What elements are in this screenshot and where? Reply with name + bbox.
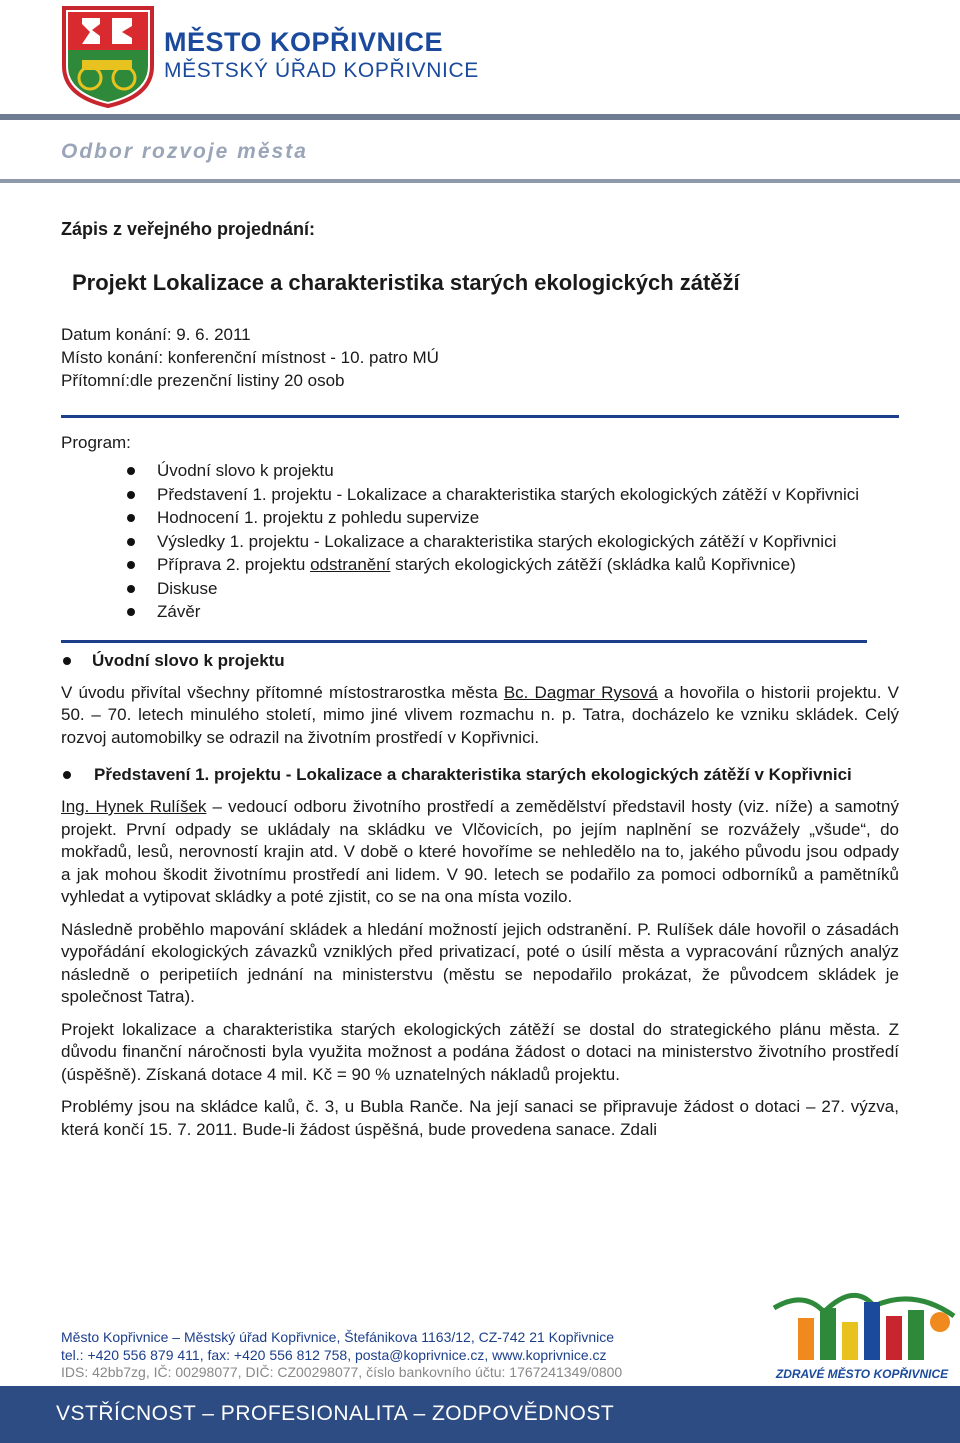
paragraph xyxy=(61,796,899,909)
letterhead xyxy=(0,0,960,112)
program-list xyxy=(61,459,899,624)
program-item: Výsledky 1. projektu - Lokalizace a charakteristika starých ekologických zátěží v Kopřivnici xyxy=(61,530,899,554)
person-name: Ing. Hynek Rulíšek xyxy=(61,797,207,816)
record-heading: Zápis z veřejného projednání: xyxy=(61,219,316,239)
meeting-place: Místo konání: konferenční místnost - 10. patro MÚ xyxy=(61,347,439,367)
program-item-text: starých ekologických zátěží (skládka kalů Kopřivnice) xyxy=(390,555,796,574)
department-rule xyxy=(0,179,960,183)
document-body xyxy=(61,218,899,1151)
section-heading: Úvodní slovo k projektu xyxy=(61,649,899,672)
department-name: Odbor rozvoje města xyxy=(61,140,308,163)
paragraph xyxy=(61,682,899,750)
logo-text: ZDRAVÉ MĚSTO KOPŘIVNICE xyxy=(775,1367,949,1381)
section-heading: Představení 1. projektu - Lokalizace a charakteristika starých ekologických zátěží v Kopřivnici xyxy=(61,763,899,786)
program-item: Závěr xyxy=(61,600,899,624)
city-name: MĚSTO KOPŘIVNICE xyxy=(164,27,444,57)
paragraph: Projekt lokalizace a charakteristika starých ekologických zátěží se dostal do strategického plánu města. Z důvodu finanční náročnosti byla využita možnost a podána žádost o dotaci na ministerstvo životního prostředí (úspěšně). Získaná dotace 4 mil. Kč = 90 % uznatelných nákladů projektu. xyxy=(61,1019,899,1084)
slogan: VSTŘÍCNOST – PROFESIONALITA – ZODPOVĚDNOST xyxy=(56,1402,615,1425)
section-rule xyxy=(61,640,867,643)
footer-address xyxy=(61,1329,622,1382)
program-label: Program: xyxy=(61,432,131,452)
city-crest-icon xyxy=(60,4,156,108)
program-item: Diskuse xyxy=(61,577,899,601)
program-item: Úvodní slovo k projektu xyxy=(61,459,899,483)
paragraph: Následně proběhlo mapování skládek a hledání možností jejich odstranění. P. Rulíšek dále hovořil o zásadách vypořádání ekologických závazků vzniklých před privatizací, poté o úsilí města a vypracování různých analýz následně o peripetiích jednání na ministerstvu (městu se nepodařilo prokázat, že původcem skládek je společnost Tatra). xyxy=(61,919,899,1006)
program-item xyxy=(61,553,899,577)
header-rule xyxy=(0,114,960,120)
footer-line: Město Kopřivnice – Městský úřad Kopřivnice, Štefánikova 1163/12, CZ-742 21 Kopřivnice xyxy=(61,1329,615,1345)
paragraph-text: – vedoucí odboru životního prostředí a zemědělství představil hosty (viz. níže) a samotný projekt. První odpady se ukládaly na skládku ve Vlčovicích, po jejím naplnění se rozvážely „všude“, do mokřadů, lesů, nerovností krajin atd. V době o které hovoříme se nehledělo na to, jakého původu jsou odpady a jak mohou škodit životnímu prostředí ani lidem. V 90. letech se podařilo za pomoci odborníků a pamětníků vyhledat a vytipovat skládky a poté zjistit, co se na ona místa vozilo. xyxy=(61,797,899,906)
slogan-bar xyxy=(0,1386,960,1443)
footer-line: tel.: +420 556 879 411, fax: +420 556 812 758, posta@koprivnice.cz, www.koprivnice.cz xyxy=(61,1346,607,1363)
healthy-city-logo xyxy=(764,1262,960,1392)
program-item-text: Příprava 2. projektu xyxy=(157,555,311,574)
brand-block xyxy=(164,26,479,84)
office-name: MĚSTSKÝ ÚŘAD KOPŘIVNICE xyxy=(164,59,479,82)
person-name: Bc. Dagmar Rysová xyxy=(503,682,658,702)
paragraph-text: V úvodu přivítal všechny přítomné místostrarostka města xyxy=(61,682,504,702)
section-rule xyxy=(61,415,899,418)
footer-line: IDS: 42bb7zg, IČ: 00298077, DIČ: CZ00298077, číslo bankovního účtu: 1767241349/0800 xyxy=(61,1364,623,1380)
project-title: Projekt Lokalizace a charakteristika starých ekologických zátěží xyxy=(72,269,740,295)
program-item: Představení 1. projektu - Lokalizace a charakteristika starých ekologických zátěží v Kopřivnici xyxy=(61,483,899,507)
program-item: Hodnocení 1. projektu z pohledu supervize xyxy=(61,506,899,530)
paragraph-text: a hovořila o historii projektu. V 50. – 70. letech minulého století, mimo jiné vlivem rozmachu n. p. Tatra, docházelo ke vzniku skládek. Celý rozvoj automobilky se odrazil na životním prostředí v Kopřivnici. xyxy=(61,682,899,747)
program-item-underlined: odstranění xyxy=(310,555,391,574)
meeting-date: Datum konání: 9. 6. 2011 xyxy=(61,324,251,344)
attendees: Přítomní:dle prezenční listiny 20 osob xyxy=(61,370,345,390)
paragraph: Problémy jsou na skládce kalů, č. 3, u Bubla Ranče. Na její sanaci se připravuje žádost o dotaci – 27. výzva, která končí 15. 7. 2011. Bude-li žádost úspěšná, bude provedena sanace. Zdali xyxy=(61,1097,899,1139)
meeting-meta xyxy=(61,323,899,392)
